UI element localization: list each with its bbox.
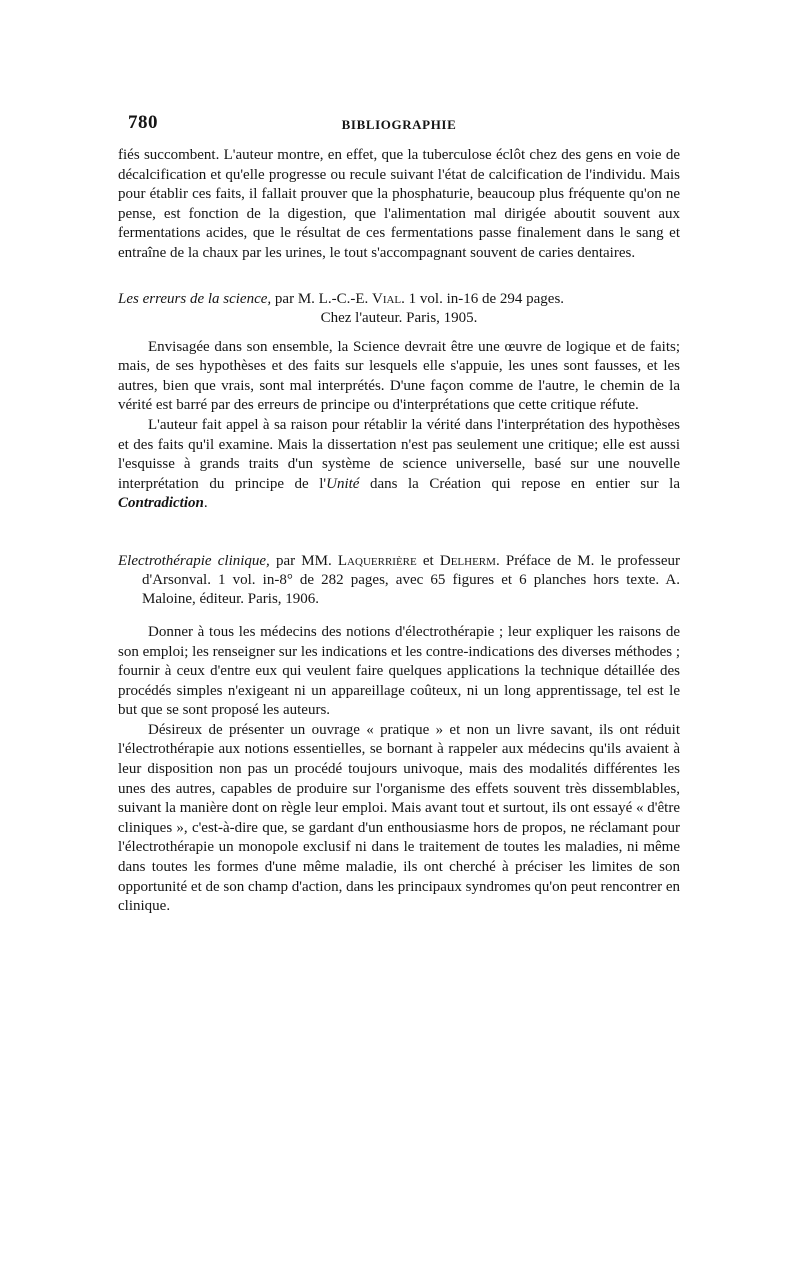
running-head (118, 112, 680, 146)
running-title: BIBLIOGRAPHIE (341, 117, 457, 132)
authors-prefix: par MM. (269, 552, 338, 569)
book-publisher: Chez l'auteur. Paris, 1905. (320, 309, 478, 326)
review-heading-erreurs (118, 290, 680, 328)
book-details: . 1 vol. in-16 de 294 pages. (401, 290, 565, 307)
book-title: Les erreurs de la science, (118, 290, 272, 307)
review-heading-electrotherapie (118, 552, 680, 609)
page-number: 780 (128, 112, 158, 133)
paragraph-text: dans la Création qui repose en entier sur la (359, 475, 680, 492)
paragraph-text: L'auteur fait appel à sa raison pour rétablir la vérité dans l'interprétation des hypothèses et des faits qu'il examine. Mais la dissertation n'est pas seulement une critique; elle est aussi l'esquisse à grands traits d'un système de science universelle, basé sur une nouvelle interprétation du principe de l' (118, 416, 680, 492)
author-name: Laquerrière (337, 552, 417, 569)
book-title: Electrothérapie clinique, (118, 552, 270, 569)
paragraph-text: . (203, 495, 208, 512)
review-paragraph: Désireux de présenter un ouvrage « pratique » et non un livre savant, ils ont réduit l'électrothérapie aux notions essentielles, se bornant à rappeler aux médecins qu'ils avaient à leur disposition non pas un procédé toujours univoque, mais des modalités différentes les unes des autres, capables de produire sur l'organisme des effets souvent très dissemblables, suivant la manière dont on règle leur emploi. Mais avant tout et surtout, ils ont essayé « d'être cliniques », c'est-à-dire que, se gardant d'un enthousiasme hors de propos, ne réclamant pour l'électrothérapie un monopole exclusif ni dans le traitement de toutes les maladies, ni même dans toutes les formes d'une même maladie, ils ont cherché à préciser les limites de son opportunité et de son champ d'action, dans les principaux syndromes qu'on peut rencontrer en clinique. (118, 721, 680, 915)
authors-and: et (416, 552, 440, 569)
emphasis-contradiction: Contradiction (118, 495, 204, 512)
emphasis-unite: Unité (326, 475, 360, 492)
author-name: Delherm (439, 552, 496, 569)
continuation-paragraph: fiés succombent. L'auteur montre, en effet, que la tuberculose éclôt chez des gens en voie de décalcification et qu'elle progresse ou recule suivant l'état de calcification de l'individu. Mais pour établir ces faits, il fallait prouver que la phosphaturie, beaucoup plus fréquente qu'on ne pense, est fonction de la digestion, que l'alimentation mal dirigée aboutit souvent aux fermentations acides, que le résultat de ces fermentations passe finalement dans le sang et entraîne de la chaux par les urines, le tout s'accompagnant souvent de caries dentaires. (118, 147, 680, 261)
author-name: Vial (371, 290, 402, 307)
book-page (118, 112, 680, 917)
author-prefix: par M. L.-C.-E. (271, 290, 372, 307)
review-paragraph: Donner à tous les médecins des notions d'électrothérapie ; leur expliquer les raisons de son emploi; les renseigner sur les indications et les contre-indications des diverses méthodes ; fournir à ceux d'entre eux qui veulent faire quelques applications la technique détaillée des procédés simples n'exigeant ni un appareillage coûteux, ni un long apprentissage, tel est le but que se sont proposé les auteurs. (118, 623, 680, 719)
review-paragraph: Envisagée dans son ensemble, la Science devrait être une œuvre de logique et de faits; mais, de ses hypothèses et des faits sur lesquels elle s'appuie, les unes sont fausses, et les autres, bien que vrais, sont mal interprétés. D'une façon comme de l'autre, le chemin de la vérité est barré par des erreurs de principe ou d'interprétations que cette critique réfute. (118, 338, 680, 414)
review-paragraph (118, 416, 680, 514)
book-details: . Préface de M. le professeur d'Arsonval. 1 vol. in-8° de 282 pages, avec 65 figures et 6 planches hors texte. A. Maloine, éditeur. Paris, 1906. (142, 552, 681, 607)
